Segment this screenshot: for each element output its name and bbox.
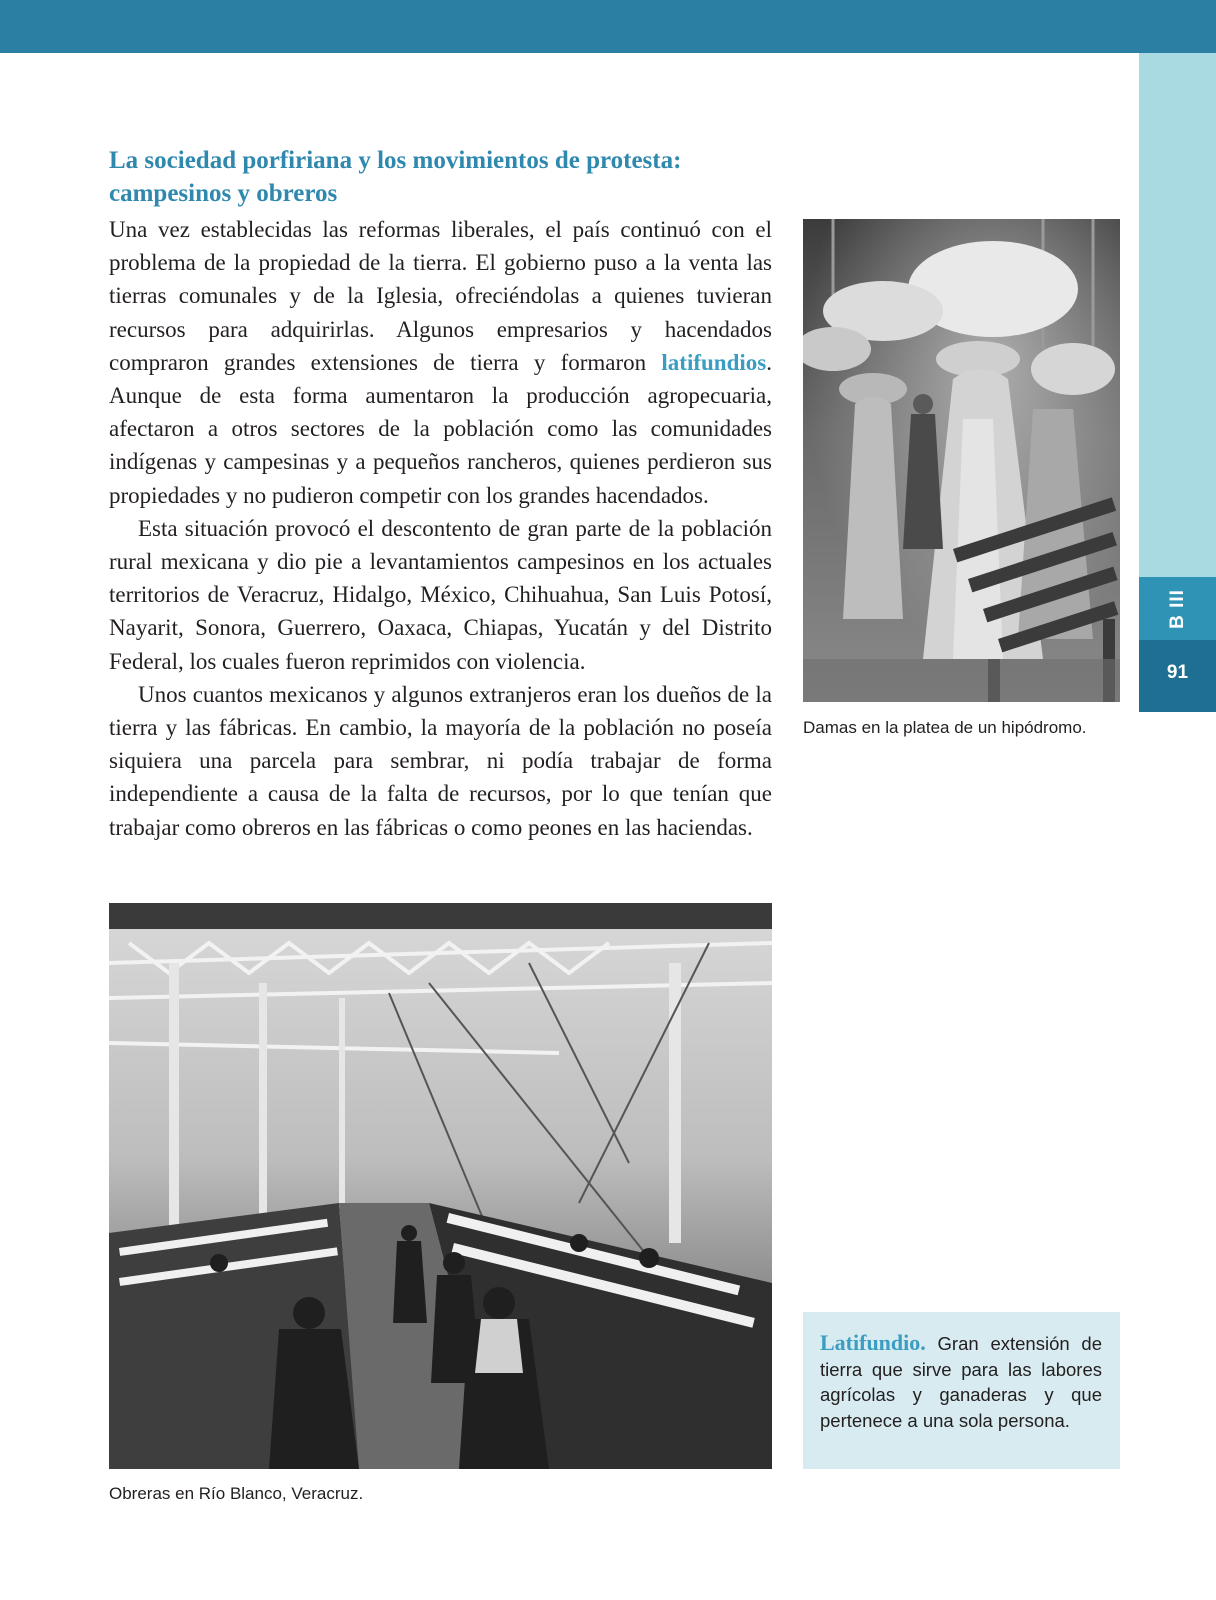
paragraph-3: Unos cuantos mexicanos y algunos extranjeros eran los dueños de la tierra y las fábricas. En cambio, la mayoría de la población no poseía siquiera una parcela para sembrar, ni podía trabajar de forma independiente a causa de la falta de recursos, por lo que tenían que trabajar como obreros en las fábricas o como peones en las haciendas. [109, 681, 772, 840]
fabrica-photo-image [109, 903, 772, 1469]
fabrica-photo [109, 903, 772, 1469]
section-title: La sociedad porfiriana y los movimientos de protesta: campesinos y obreros [109, 147, 682, 207]
page-number: 91 [1166, 662, 1189, 683]
paragraph-2: Esta situación provocó el descontento de gran parte de la población rural mexicana y dio pie a levantamientos campesinos en los actuales territorios de Veracruz, Hidalgo, México, Chihuahua, San Luis Potosí, Nayarit, Sonora, Guerrero, Oaxaca, Chiapas, Yucatán y del Distrito Federal, los cuales fueron reprimidos con violencia. [109, 515, 772, 674]
hipodromo-caption: Damas en la platea de un hipódromo. [803, 718, 1087, 737]
hipodromo-photo-image [803, 219, 1120, 702]
paragraph-1-end: . Aunque de esta forma aumentaron la producción agropecuaria, afectaron a otros sectores de la población como las comunidades indígenas y campesinas y a pequeños rancheros, quienes perdieron sus propiedades y no pudieron competir con los grandes hacendados. [109, 349, 772, 508]
body-text [109, 213, 772, 844]
top-banner [0, 0, 1216, 53]
glossary-term-link: latifundios [661, 349, 767, 375]
block-tab [1139, 577, 1216, 640]
glossary-term: Latifundio. [820, 1330, 926, 1355]
glossary-box [803, 1312, 1120, 1469]
paragraph-1 [109, 213, 772, 512]
hipodromo-photo [803, 219, 1120, 702]
fabrica-caption: Obreras en Río Blanco, Veracruz. [109, 1484, 364, 1503]
glossary-definition: Gran extensión de tierra que sirve para las labores agrícolas y ganaderas y que pertenece a una sola persona. [820, 1333, 1102, 1431]
block-label: B III [1166, 588, 1188, 629]
paragraph-1-start: Una vez establecidas las reformas liberales, el país continuó con el problema de la propiedad de la tierra. El gobierno puso a la venta las tierras comunales y de la Iglesia, ofreciéndolas a quienes tuvieran recursos para adquirirlas. Algunos empresarios y hacendados compraron grandes extensiones de tierra y formaron [109, 217, 772, 375]
page-number-tab [1139, 640, 1216, 712]
side-tab-strip [1139, 53, 1216, 577]
